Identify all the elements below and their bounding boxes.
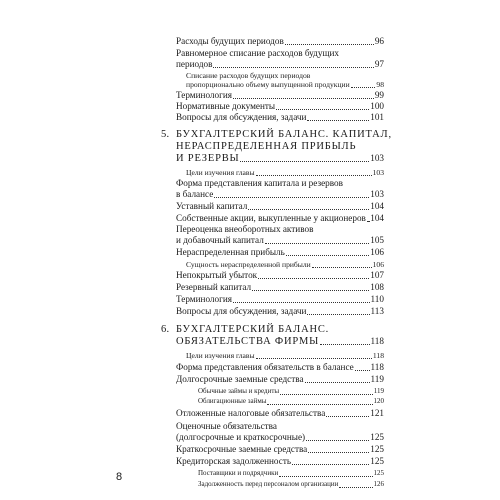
toc-entry [186,259,384,270]
toc-entry-page: 108 [370,282,384,292]
toc-entry [176,282,384,293]
toc-entry [176,213,384,224]
toc-entry [186,350,384,361]
leader-dots [306,439,369,441]
leader-dots [305,381,370,383]
chapter-number: 6. [161,324,170,335]
leader-dots [307,119,369,121]
toc-entry-label: Цели изучения главы [186,168,255,177]
leader-dots [256,357,372,359]
toc-entry-line: Списание расходов будущих периодов [186,71,311,80]
toc-entry-label: Нормативные документы [176,101,276,111]
toc-entry [186,79,384,90]
toc-entry-page: 110 [370,294,384,304]
toc-entry-page: 125 [370,432,384,442]
toc-entry-label: периодов [176,59,213,69]
toc-entry-line: Оценочные обязательства [176,421,277,431]
toc-entry-page: 98 [376,80,384,89]
leader-dots [267,403,372,405]
toc-entry [176,59,384,70]
toc-entry-page: 100 [370,101,384,111]
toc-entry-page: 106 [370,247,384,257]
toc-entry-page: 104 [370,201,384,211]
leader-dots [307,313,369,315]
toc-entry [176,101,384,112]
leader-dots [276,108,369,110]
toc-entry [176,112,384,123]
toc-entry-label: Кредиторская задолженность [176,456,292,466]
toc-entry-page: 121 [370,408,384,418]
toc-entry-label: Облигационные займы [198,397,267,405]
toc-entry-page: 101 [370,112,384,122]
toc-entry-page: 118 [370,336,384,346]
toc-entry-page: 103 [372,168,384,177]
leader-dots [213,66,373,68]
toc-entry [176,408,384,419]
toc-entry [176,189,384,200]
toc-entry [176,306,384,317]
leader-dots [256,174,372,176]
toc-entry-page: 125 [370,444,384,454]
chapter-number: 5. [161,129,170,140]
chapter-title-line: ОБЯЗАТЕЛЬСТВА ФИРМЫ [176,336,320,347]
toc-entry-line: Форма представления капитала и резервов [176,178,343,188]
toc-entry-label: Отложенные налоговые обязательства [176,408,326,418]
toc-entry [176,374,384,385]
toc-entry-page: 120 [373,397,384,405]
toc-entry-page: 103 [370,189,384,199]
toc-entry-page: 119 [373,387,384,395]
toc-entry [186,167,384,178]
leader-dots [285,43,374,45]
toc-entry [176,90,384,101]
toc-entry-label: Вопросы для обсуждения, задачи [176,112,307,122]
toc-entry-label: в балансе [176,189,214,199]
leader-dots [320,343,369,345]
toc-entry-page: 97 [374,59,384,69]
toc-entry-page: 125 [370,456,384,466]
toc-entry-page: 119 [370,374,384,384]
toc-entry-label: Нераспределенная прибыль [176,247,285,257]
toc-entry [176,201,384,212]
toc-entry-label: (долгосрочные и краткосрочные) [176,432,306,442]
toc-entry-label: Обычные займы и кредиты [198,387,280,395]
toc-entry [176,294,384,305]
chapter-title-line: БУХГАЛТЕРСКИЙ БАЛАНС. [176,324,330,335]
toc-entry-label: Уставный капитал [176,201,248,211]
chapter-title-line: И РЕЗЕРВЫ [176,153,240,164]
toc-entry-page: 103 [370,153,384,163]
toc-entry-label: Долгосрочные заемные средства [176,374,304,384]
toc-entry-label: Расходы будущих периодов [176,36,284,46]
leader-dots [355,369,370,371]
toc-entry [176,444,384,455]
leader-dots [326,415,369,417]
toc-entry-label: и добавочный капитал [176,235,264,245]
toc-entry [176,235,384,246]
toc-entry [176,456,384,467]
toc-entry-label: Резервный капитал [176,282,252,292]
leader-dots [351,86,376,88]
toc-entry-page: 118 [372,351,384,360]
toc-entry-page: 104 [370,213,384,223]
toc-entry-page: 106 [372,260,384,269]
toc-entry-label: Поставщики и подрядчики [198,469,279,477]
toc-entry-label: Терминология [176,90,233,100]
leader-dots [312,266,372,268]
leader-dots [265,242,369,244]
toc-entry-label: Сущность нераспределенной прибыли [186,260,311,269]
chapter-entry [176,336,384,347]
toc-entry-page: 105 [370,235,384,245]
toc-entry [198,479,384,490]
toc-entry-line: Переоценка внеоборотных активов [176,224,314,234]
toc-entry-label: Цели изучения главы [186,351,255,360]
leader-dots [240,160,369,162]
toc-entry-label: Задолженность перед персоналом организации [198,480,339,488]
leader-dots [233,97,374,99]
leader-dots [292,463,369,465]
toc-entry-page: 125 [373,469,384,477]
leader-dots [279,475,372,477]
toc-entry [176,270,384,281]
leader-dots [286,254,369,256]
leader-dots [233,301,370,303]
toc-entry [176,432,384,443]
leader-dots [214,196,369,198]
toc-entry [198,468,384,479]
toc-entry-line: Равномерное списание расходов будущих [176,48,340,58]
toc-entry-label: пропорционально объему выпущенной продукции [186,80,350,89]
toc-entry-page: 96 [374,36,384,46]
chapter-title-line: НЕРАСПРЕДЕЛЕННАЯ ПРИБЫЛЬ [176,141,357,152]
toc-entry-label: Собственные акции, выкупленные у акционеров [176,213,366,223]
leader-dots [339,486,372,488]
leader-dots [252,289,369,291]
toc-entry [198,396,384,407]
leader-dots [308,451,369,453]
chapter-title-line: БУХГАЛТЕРСКИЙ БАЛАНС. КАПИТАЛ, [176,129,392,140]
chapter-entry [176,153,384,164]
toc-entry-label: Терминология [176,294,233,304]
toc-entry-label: Непокрытый убыток [176,270,258,280]
toc-entry-label: Краткосрочные заемные средства [176,444,308,454]
leader-dots [248,208,369,210]
toc-entry [176,36,384,47]
toc-entry-page: 118 [370,362,384,372]
leader-dots [367,220,369,222]
toc-entry-page: 126 [373,480,384,488]
toc-entry [176,247,384,258]
leader-dots [280,393,373,395]
toc-entry-page: 113 [370,306,384,316]
toc-entry-label: Вопросы для обсуждения, задачи [176,306,307,316]
page-number: 8 [116,471,123,483]
toc-entry-label: Форма представления обязательств в балансе [176,362,354,372]
toc-entry-page: 107 [370,270,384,280]
toc-entry-page: 99 [374,90,384,100]
toc-entry [176,362,384,373]
leader-dots [258,277,369,279]
